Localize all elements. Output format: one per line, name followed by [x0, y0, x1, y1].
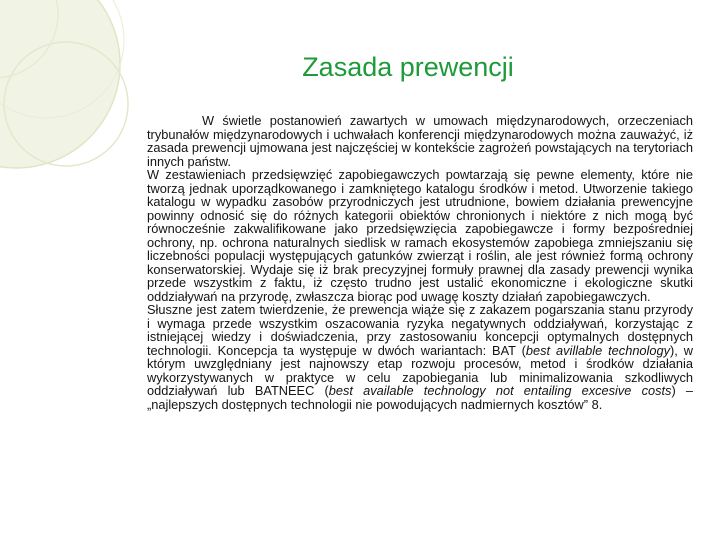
- paragraph-technology-intro: Słuszne jest zatem twierdzenie, że prewencja wiąże się z zakazem pogarszania stanu przyrody i wymaga przede wszystkim oszacowania ryzyka negatywnych oddziaływań, korzystając z istniejącej wiedzy i doświadczenia, przy zastosowaniu koncepcji optymalnych dostępnych technologii. Koncepcja ta występuje w dwóch wariantach: BAT (: [147, 302, 693, 358]
- bat-term: best avillable technology: [525, 342, 671, 358]
- slide-title: Zasada prewencji: [302, 52, 514, 82]
- paragraph-catalog: W zestawieniach przedsięwzięć zapobiegawczych powtarzają się pewne elementy, które nie tworzą jednak uporządkowanego i zamkniętego katalogu środków i metod. Utworzenie takiego katalogu w wypadku zasobów przyrodniczych jest utrudnione, bowiem działania prewencyjne powinny odnosić się do różnych kategorii obiektów chronionych i niektóre z nich mogą być równocześnie zakwalifikowane jako przedsięwzięcia zapobiegawcze i formy bezpośredniej ochrony, np. ochrona naturalnych siedlisk w ramach ekosystemów zapobiega zmniejszaniu się liczebności populacji występujących gatunków zwierząt i roślin, ale jest również formą ochrony konserwatorskiej. Wydaje się iż brak precyzyjnej formuły prawnej dla zasady prewencji wynika przede wszystkim z faktu, iż często trudno jest ustalić ekonomiczne i ekologiczne skutki oddziaływań na przyrodę, zwłaszcza biorąc pod uwagę koszty działań zapobiegawczych.: [147, 167, 693, 304]
- paragraph-technology: [147, 303, 693, 411]
- paragraph-technology-end: ) – „najlepszych dostępnych technologii nie powodujących nadmiernych kosztów” 8.: [147, 383, 693, 412]
- paragraph-technology-middle: ), w którym uwzględniany jest najnowszy etap rozwoju procesów, metod i środków działania wykorzystywanych w praktyce w celu zapobiegania lub minimalizowania szkodliwych oddziaływań lub BATNEEC (: [147, 342, 693, 398]
- batneec-term: best available technology not entailing excesive costs: [328, 383, 672, 398]
- slide-body: [147, 114, 693, 411]
- paragraph-context: W świetle postanowień zawartych w umowach międzynarodowych, orzeczeniach trybunałów międzynarodowych i uchwałach konferencji międzynarodowych można zauważyć, iż zasada prewencji ujmowana jest najczęściej w kontekście zagrożeń powstających na terytoriach innych państw.: [147, 113, 693, 169]
